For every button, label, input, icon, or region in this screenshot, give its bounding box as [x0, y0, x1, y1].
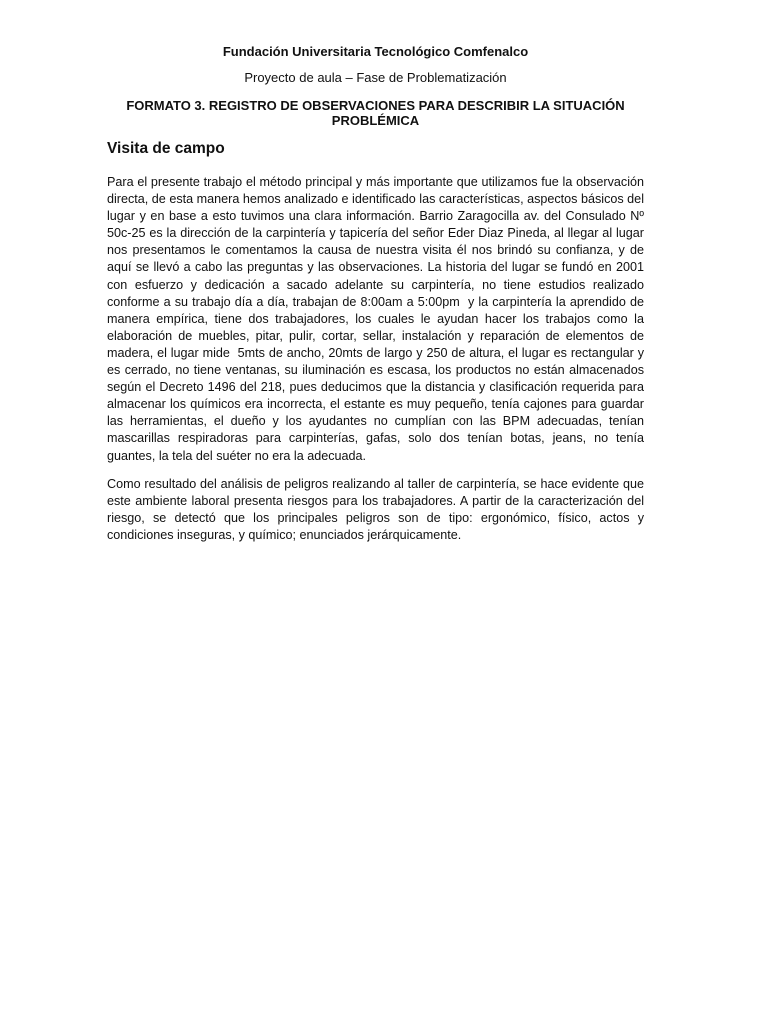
body-paragraph-2: Como resultado del análisis de peligros realizando al taller de carpintería, se hace evidente que este ambiente laboral presenta riesgos para los trabajadores. A partir de la caracterización del riesgo, se detectó que los principales peligros son de tipo: ergonómico, físico, actos y condiciones inseguras, y químico; enunciados jerárquicamente. [107, 476, 648, 542]
format-title: FORMATO 3. REGISTRO DE OBSERVACIONES PARA DESCRIBIR LA SITUACIÓN PROBLÉMICA [126, 98, 625, 128]
project-subtitle: Proyecto de aula – Fase de Problematización [244, 70, 507, 85]
section-title: Visita de campo [107, 140, 225, 157]
document-content [107, 44, 648, 555]
institution-name: Fundación Universitaria Tecnológico Comfenalco [222, 44, 529, 59]
body-paragraph-1: Para el presente trabajo el método principal y más importante que utilizamos fue la observación directa, de esta manera hemos analizado e identificado las características, aspectos básicos del lugar y en base a esto tuvimos una clara información. Barrio Zaragocilla av. del Consulado Nº 50c-25 es la dirección de la carpintería y tapicería del señor Eder Diaz Pineda, al llegar al lugar nos presentamos le comentamos la causa de nuestra visita él nos brindó su confianza, y de aquí se llevó a cabo las preguntas y las observaciones. La historia del lugar se fundó en 2001 con esfuerzo y dedicación a sacado adelante su carpintería, no tiene estudios realizado conforme a su trabajo día a día, trabajan de 8:00am a 5:00pm y la carpintería la aprendido de manera empírica, tiene dos trabajadores, los cuales le ayudan hacer los trabajos como la elaboración de muebles, pitar, pulir, cortar, sellar, instalación y reparación de elementos de madera, el lugar mide 5mts de ancho, 20mts de largo y 250 de altura, el lugar es rectangular y es cerrado, no tiene ventanas, su iluminación es escasa, los productos no están almacenados según el Decreto 1496 del 218, pues deducimos que la distancia y clasificación requerida para almacenar los químicos era incorrecta, el estante es muy pequeño, tenía cajones para guardar las herramientas, el dueño y los ayudantes no cumplían con las BPM adecuadas, tenían mascarillas respiradoras para carpinterías, gafas, solo dos tenían botas, jeans, no tenía guantes, la tela del suéter no era la adecuada. [107, 175, 648, 463]
